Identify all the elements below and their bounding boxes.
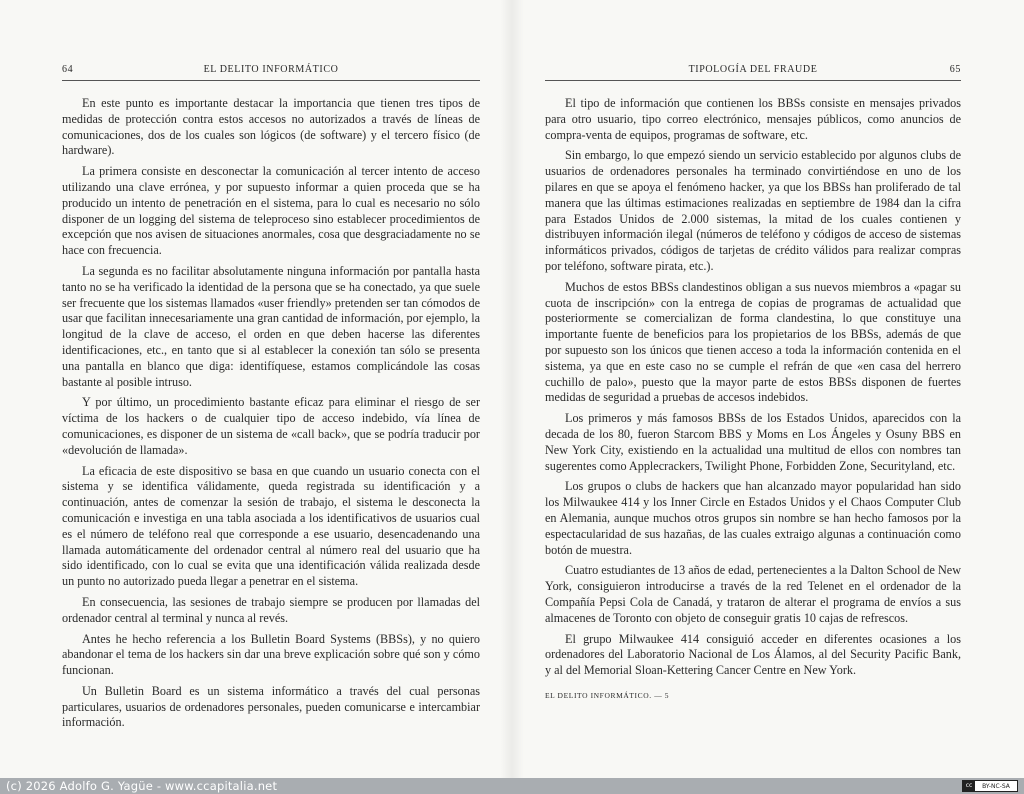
cc-icon: cc: [963, 781, 975, 791]
right-paragraph: Cuatro estudiantes de 13 años de edad, pertenecientes a la Dalton School de New York, consiguieron introducirse a través de la red Telenet en el ordenador de la Compañía Pepsi Cola de Canadá, y trataron de alterar el programa de envíos a sus almacenes de Toronto con objeto de conseguir gratis 10 cajas de refrescos.: [545, 563, 961, 625]
left-running-title: EL DELITO INFORMÁTICO: [203, 64, 339, 75]
right-running-title: TIPOLOGÍA DEL FRAUDE: [688, 64, 818, 75]
right-running-head: [545, 64, 961, 81]
right-page-number: 65: [949, 64, 961, 75]
right-paragraph: El grupo Milwaukee 414 consiguió acceder en diferentes ocasiones a los ordenadores del Laboratorio Nacional de Los Álamos, al del Security Pacific Bank, y al del Memorial Sloan-Kettering Cancer Centre en New York.: [545, 631, 961, 678]
right-paragraph: Muchos de estos BBSs clandestinos obligan a sus nuevos miembros a «pagar su cuota de inscripción» con la entrega de copias de programas de actualidad que posteriormente se comercializan de forma clandestina, lo que constituye una importante fuente de beneficios para los propietarios de los BBSs, además de que por supuesto son los únicos que tienen acceso a toda la información contenida en el sistema, ya que en este caso no se cumple el refrán de que «en casa del herrero cuchillo de palo», puesto que la mayor parte de estos BBSs disponen de fuertes medidas de seguridad a pruebas de accesos indebidos.: [545, 279, 961, 405]
left-paragraph: Un Bulletin Board es un sistema informático a través del cual personas particulares, usuarios de ordenadores personales, pueden comunicarse e intercambiar información.: [62, 683, 480, 730]
left-page: [62, 64, 480, 736]
credit-bar: [0, 778, 1024, 794]
right-paragraph: Sin embargo, lo que empezó siendo un servicio establecido por algunos clubs de usuarios de ordenadores personales ha terminado convirtiéndose en uno de los pilares en que se apoya el fenómeno hacker, ya que los BBSs han proliferado de tal manera que las últimas estimaciones realizadas en septiembre de 1984 dan la cifra para Estados Unidos de 2.000 sistemas, la mitad de los cuales contienen y distribuyen información ilegal (números de teléfono y códigos de acceso de sistemas informáticos privados, códigos de tarjetas de crédito válidos para realizar compras por teléfono, software pirata, etc.).: [545, 148, 961, 273]
left-paragraph: En este punto es importante destacar la importancia que tienen tres tipos de medidas de protección contra estos accesos no autorizados a través de líneas de comunicaciones, dos de los cuales son lógicos (de software) y el tercero físico (de hardware).: [62, 96, 480, 158]
license-label: BY-NC-SA: [982, 782, 1010, 790]
signature-footer: EL DELITO INFORMÁTICO. — 5: [545, 690, 670, 700]
left-paragraph: Antes he hecho referencia a los Bulletin Board Systems (BBSs), y no quiero abandonar el tema de los hackers sin dar una breve explicación sobre qué son y cómo funcionan.: [62, 631, 480, 678]
license-badge[interactable]: [962, 780, 1018, 792]
book-gutter: [500, 0, 524, 778]
left-paragraph: La segunda es no facilitar absolutamente ninguna información por pantalla hasta tanto no se ha verificado la identidad de la persona que se ha conectado, ya que suele ser frecuente que los sistemas llamados «user friendly» pretenden ser tan cómodos de usar que facilitan innecesariamente una gran cantidad de información, por ejemplo, la longitud de la clave de acceso, el orden en que deben hacerse las diferentes identificaciones, etc., en tanto que si al establecer la conexión tan sólo se presenta una pantalla en blanco que diga: identifíquese, estamos complicándole las cosas bastante al posible intruso.: [62, 263, 480, 389]
right-page: [545, 64, 961, 700]
right-paragraph: El tipo de información que contienen los BBSs consiste en mensajes privados para otro usuario, tipo correo electrónico, mensajes públicos, como anuncios de compra-venta de equipos, programas de software, etc.: [545, 96, 961, 142]
credit-link[interactable]: (c) 2026 Adolfo G. Yagüe - www.ccapitalia.net: [6, 779, 278, 793]
left-paragraph: La eficacia de este dispositivo se basa en que cuando un usuario conecta con el sistema y se identifica válidamente, queda registrada su identificación y a continuación, antes de comenzar la sesión de trabajo, el sistema le desconecta la comunicación e investiga en una tabla asociada a los identificativos de usuarios cual es el número de teléfono real que corresponde a ese usuario, desencadenando una llamada automáticamente del ordenador central al número real del usuario que ha sido identificado, con lo cual se evita que una identificación válida realizada desde un punto no autorizado pueda llegar a penetrar en el sistema.: [62, 463, 480, 589]
left-paragraph: En consecuencia, las sesiones de trabajo siempre se producen por llamadas del ordenador central al terminal y nunca al revés.: [62, 594, 480, 625]
right-paragraph: Los grupos o clubs de hackers que han alcanzado mayor popularidad han sido los Milwaukee 414 y los Inner Circle en Estados Unidos y el Chaos Computer Club en Alemania, aunque muchos otros grupos sin nombre se han hecho famosos por la espectacularidad de sus hazañas, de las cuales extraigo algunas a continuación como botón de muestra.: [545, 479, 961, 557]
left-page-number: 64: [62, 64, 74, 75]
left-running-head: [62, 64, 480, 81]
left-paragraph: La primera consiste en desconectar la comunicación al tercer intento de acceso utilizando una clave errónea, y por supuesto informar a quien proceda que se ha producido un intento de penetración en el sistema, para lo cual es necesario no sólo disponer de un logging del sistema de teleproceso sino establecer procedimientos de excepción que nos avisen de situaciones anormales, cosa que desgraciadamente no se hace con frecuencia.: [62, 164, 480, 258]
right-paragraph: Los primeros y más famosos BBSs de los Estados Unidos, aparecidos con la decada de los 80, fueron Starcom BBS y Moms en Los Ángeles y Osuny BBS en New York City, existiendo en la actualidad una multitud de ellos con nombres tan sugerentes como Applecrackers, Twilight Phone, Forbidden Zone, Securityland, etc.: [545, 411, 961, 473]
left-paragraph: Y por último, un procedimiento bastante eficaz para eliminar el riesgo de ser víctima de los hackers o de cualquier tipo de acceso indebido, vía línea de comunicaciones, es disponer de un sistema de «call back», que se podría traducir por «devolución de llamada».: [62, 395, 480, 457]
